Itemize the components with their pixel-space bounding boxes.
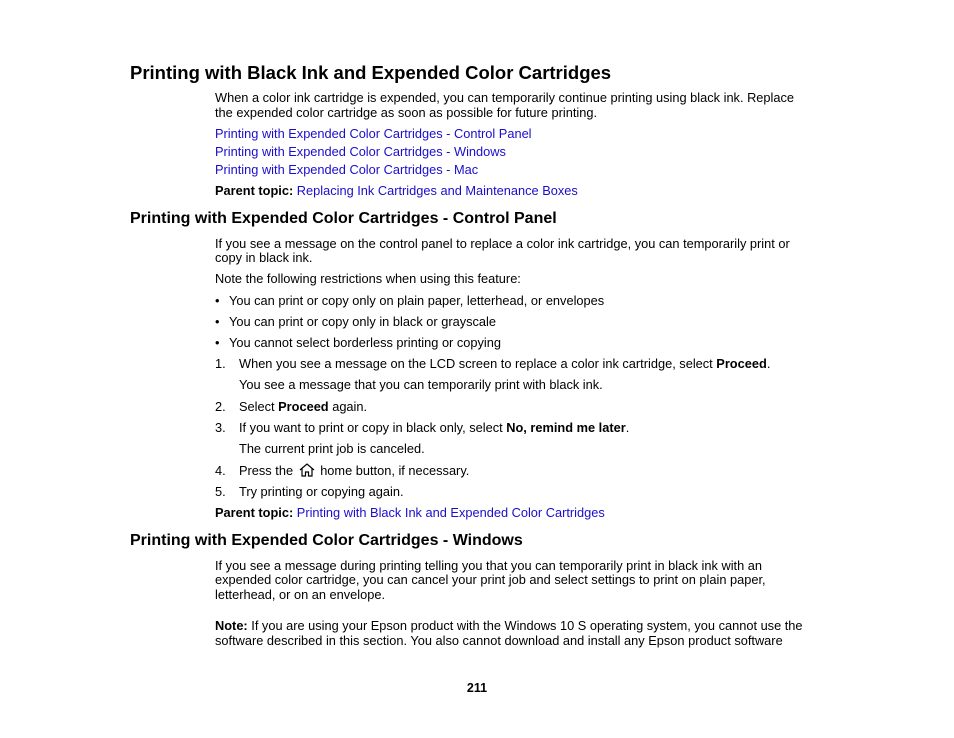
step-2-text: [239, 399, 367, 414]
section2-intro-line2: copy in black ink.: [215, 250, 313, 265]
note-label: Note:: [215, 618, 248, 633]
bullet-char: •: [215, 293, 220, 308]
section-title-control-panel: Printing with Expended Color Cartridges - Control Panel: [130, 210, 557, 227]
step-3-post: .: [625, 420, 630, 435]
link-mac[interactable]: Printing with Expended Color Cartridges - Mac: [215, 162, 479, 177]
section1-intro-line1: When a color ink cartridge is expended, you can temporarily continue printing using black ink. Replace: [215, 90, 795, 105]
parent-topic-1: [215, 183, 578, 198]
step-3-result: The current print job is canceled.: [239, 441, 425, 456]
bullet-char: •: [215, 335, 220, 350]
step-3-pre: If you want to print or copy in black only, select: [239, 420, 507, 435]
section2-intro-line1: If you see a message on the control panel to replace a color ink cartridge, you can temporarily print or: [215, 236, 790, 251]
bullet-text: You cannot select borderless printing or copying: [229, 335, 501, 350]
note-text-1: If you are using your Epson product with the Windows 10 S operating system, you cannot use the: [247, 618, 803, 633]
step-1-post: .: [766, 356, 771, 371]
section-title-windows: Printing with Expended Color Cartridges - Windows: [130, 532, 523, 549]
bullet-item: [215, 314, 496, 329]
section-title-black-ink: Printing with Black Ink and Expended Color Cartridges: [130, 62, 612, 83]
step-4-text: [239, 463, 469, 478]
section3-intro-line3: letterhead, or on an envelope.: [215, 587, 386, 602]
link-windows[interactable]: Printing with Expended Color Cartridges - Windows: [215, 144, 506, 159]
step-number: 5.: [215, 484, 226, 499]
section3-intro-line1: If you see a message during printing telling you that you can temporarily print in black ink with an: [215, 558, 763, 573]
step-3-bold: No, remind me later: [506, 420, 626, 435]
parent-topic-link-replacing[interactable]: Replacing Ink Cartridges and Maintenance Boxes: [296, 183, 578, 198]
step-number: 1.: [215, 356, 226, 371]
link-control-panel[interactable]: Printing with Expended Color Cartridges - Control Panel: [215, 126, 532, 141]
home-icon: [299, 463, 315, 477]
step-1-bold: Proceed: [716, 356, 767, 371]
parent-topic-2: [215, 505, 605, 520]
windows-note-line1: [215, 618, 803, 633]
step-5-text: Try printing or copying again.: [239, 484, 404, 499]
step-4-pre: Press the: [239, 463, 294, 478]
step-3-text: [239, 420, 629, 435]
parent-topic-label: Parent topic:: [215, 183, 294, 198]
section3-intro-line2: expended color cartridge, you can cancel your print job and select settings to print on plain paper,: [215, 572, 766, 587]
step-number: 3.: [215, 420, 226, 435]
section1-intro-line2: the expended color cartridge as soon as possible for future printing.: [215, 105, 598, 120]
bullet-text: You can print or copy only on plain paper, letterhead, or envelopes: [229, 293, 605, 308]
page-number: 211: [466, 681, 488, 695]
step-4-post: home button, if necessary.: [320, 463, 470, 478]
parent-topic-link-black-ink[interactable]: Printing with Black Ink and Expended Color Cartridges: [296, 505, 605, 520]
bullet-char: •: [215, 314, 220, 329]
step-1-result: You see a message that you can temporarily print with black ink.: [239, 377, 603, 392]
parent-topic-label: Parent topic:: [215, 505, 294, 520]
step-2-pre: Select: [239, 399, 279, 414]
step-number: 4.: [215, 463, 226, 478]
step-2-bold: Proceed: [278, 399, 329, 414]
step-2-post: again.: [328, 399, 368, 414]
bullet-item: [215, 335, 501, 350]
restrictions-note: Note the following restrictions when using this feature:: [215, 271, 521, 286]
step-number: 2.: [215, 399, 226, 414]
step-1-text: [239, 356, 770, 371]
step-1-pre: When you see a message on the LCD screen to replace a color ink cartridge, select: [239, 356, 717, 371]
bullet-text: You can print or copy only in black or grayscale: [229, 314, 496, 329]
bullet-item: [215, 293, 605, 308]
windows-note-line2: software described in this section. You also cannot download and install any Epson product software: [215, 633, 783, 648]
